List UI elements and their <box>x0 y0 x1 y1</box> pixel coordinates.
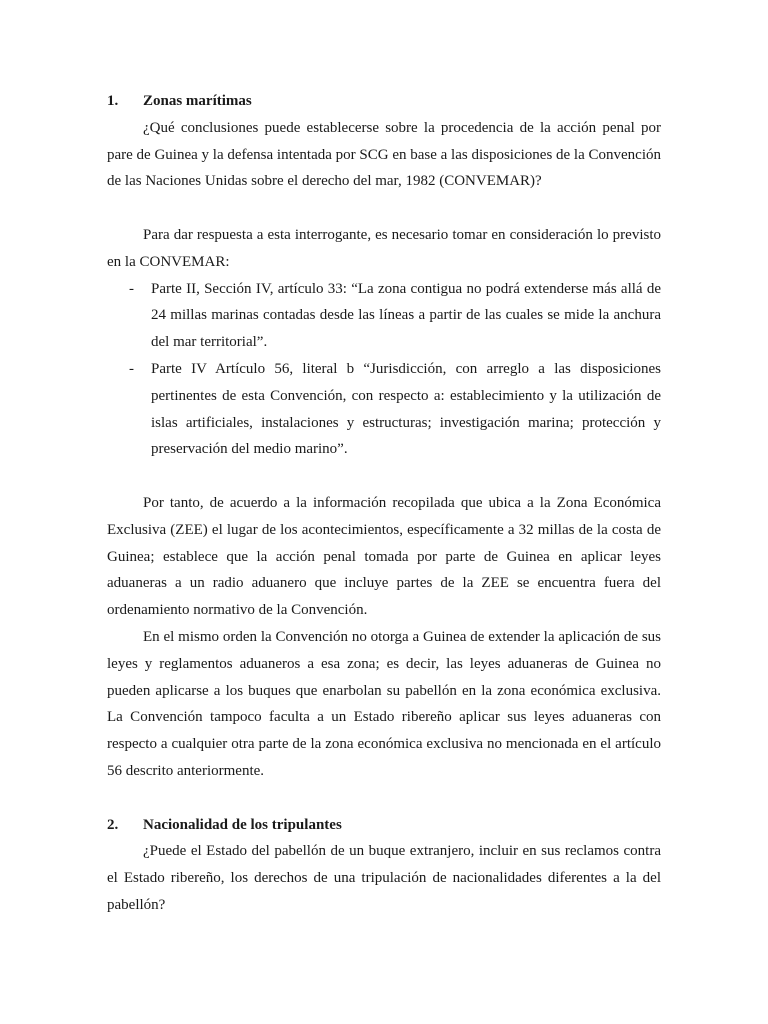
list-item-text: Parte II, Sección IV, artículo 33: “La zona contigua no podrá extenderse más allá de 24 millas marinas contadas desde las líneas a partir de las cuales se mide la anchura del mar territorial”. <box>151 280 661 351</box>
section-1-conclusion: Por tanto, de acuerdo a la información recopilada que ubica a la Zona Económica Exclusiva (ZEE) el lugar de los acontecimientos, específicamente a 32 millas de la costa de Guinea; establece que la acción penal tomada por parte de Guinea en aplicar leyes aduaneras a un radio aduanero que incluye partes de la ZEE se encuentra fuera del ordenamiento normativo de la Convención. <box>107 494 661 619</box>
section-1-heading <box>107 88 661 115</box>
section-1-number: 1. <box>107 93 119 109</box>
bullet-dash: - <box>129 280 134 297</box>
convemar-articles-list <box>107 276 661 464</box>
section-2-heading <box>107 812 661 839</box>
document-page <box>107 88 661 919</box>
spacer <box>107 785 661 812</box>
section-1-question: ¿Qué conclusiones puede establecerse sobre la procedencia de la acción penal por pare de Guinea y la defensa intentada por SCG en base a las disposiciones de la Convención de las Naciones Unidas sobre el derecho del mar, 1982 (CONVEMAR)? <box>107 119 661 190</box>
spacer <box>107 463 661 490</box>
bullet-dash: - <box>129 360 134 377</box>
section-1-title: Zonas marítimas <box>143 93 252 109</box>
section-2-question: ¿Puede el Estado del pabellón de un buque extranjero, incluir en sus reclamos contra el Estado ribereño, los derechos de una tripulación de nacionalidades diferentes a la del pabellón? <box>107 843 661 913</box>
section-1-intro: Para dar respuesta a esta interrogante, es necesario tomar en consideración lo previsto en la CONVEMAR: <box>107 226 661 270</box>
section-1-followup: En el mismo orden la Convención no otorga a Guinea de extender la aplicación de sus leyes y reglamentos aduaneros a esa zona; es decir, las leyes aduaneras de Guinea no pueden aplicarse a los buques que enarbolan su pabellón en la zona económica exclusiva. La Convención tampoco faculta a un Estado ribereño aplicar sus leyes aduaneras con respecto a cualquier otra parte de la zona económica exclusiva no mencionada en el artículo 56 descrito anteriormente. <box>107 628 661 779</box>
section-2-title: Nacionalidad de los tripulantes <box>143 816 342 833</box>
list-item <box>107 356 661 463</box>
section-2-number: 2. <box>107 816 119 833</box>
list-item-text: Parte IV Artículo 56, literal b “Jurisdicción, con arreglo a las disposiciones pertinentes de esta Convención, con respecto a: establecimiento y la utilización de islas artificiales, instalaciones y estructuras; investigación marina; protección y preservación del medio marino”. <box>151 360 661 458</box>
list-item <box>107 276 661 356</box>
spacer <box>107 195 661 222</box>
